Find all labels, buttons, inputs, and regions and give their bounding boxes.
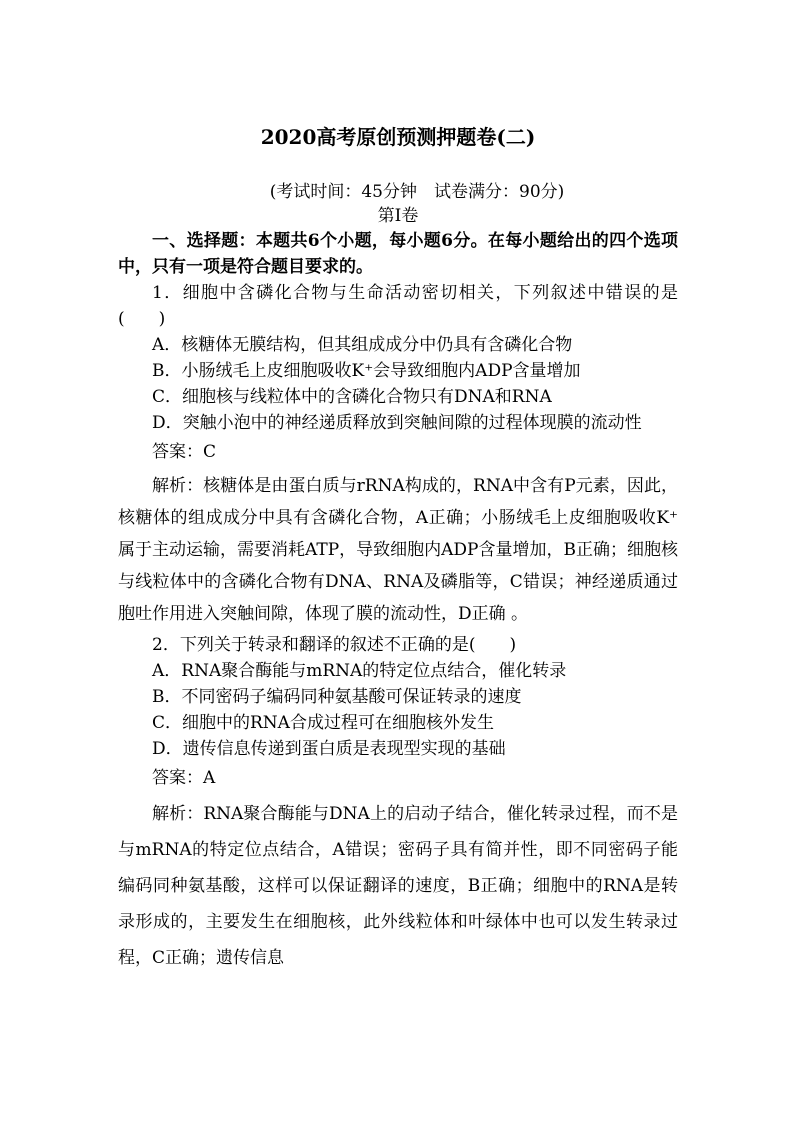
option-a: A．RNA聚合酶能与mRNA的特定位点结合，催化转录 — [152, 661, 567, 681]
explanation: 解析：核糖体是由蛋白质与rRNA构成的，RNA中含有P元素，因此，核糖体的组成成分中具有含磷化合物，A正确；小肠绒毛上皮细胞吸收K⁺属于主动运输，需要消耗ATP，导致细胞内ADP含量增加，B正确；细胞核与线粒体中的含磷化合物有DNA、RNA及磷脂等，C错误；神经递质通过胞吐作用进入突触间隙，体现了膜的流动性，D正确 。 — [118, 476, 678, 624]
explanation: 解析：RNA聚合酶能与DNA上的启动子结合，催化转录过程，而不是与mRNA的特定位点结合，A错误；密码子具有简并性，即不同密码子能编码同种氨基酸，这样可以保证翻译的速度，B正确；细胞中的RNA是转录形成的，主要发生在细胞核，此外线粒体和叶绿体中也可以发生转录过程，C正确；遗传信息 — [118, 804, 678, 968]
option-a: A．核糖体无膜结构，但其组成成分中仍具有含磷化合物 — [152, 335, 573, 355]
volume-heading: 第Ⅰ卷 — [377, 206, 419, 226]
question-stem: 2．下列关于转录和翻译的叙述不正确的是( ) — [152, 635, 517, 655]
page-content — [118, 118, 678, 976]
option-c: C．细胞中的RNA合成过程可在细胞核外发生 — [152, 713, 494, 733]
exam-info: (考试时间：45分钟 试卷满分：90分) — [269, 182, 565, 202]
section-heading: 一、选择题：本题共6个小题，每小题6分。在每小题给出的四个选项中，只有一项是符合题目要求的。 — [118, 231, 678, 277]
option-c: C．细胞核与线粒体中的含磷化合物只有DNA和RNA — [152, 387, 552, 407]
option-b: B．小肠绒毛上皮细胞吸收K⁺会导致细胞内ADP含量增加 — [152, 361, 581, 381]
option-d: D．遗传信息传递到蛋白质是表现型实现的基础 — [152, 739, 506, 759]
question-2 — [118, 632, 678, 976]
answer: 答案：C — [152, 442, 217, 462]
question-stem: 1．细胞中含磷化合物与生命活动密切相关，下列叙述中错误的是( ) — [118, 283, 678, 329]
question-1 — [118, 280, 678, 630]
answer: 答案：A — [152, 768, 216, 788]
option-b: B．不同密码子编码同种氨基酸可保证转录的速度 — [152, 687, 522, 707]
page-title: 2020高考原创预测押题卷(二) — [260, 125, 536, 149]
option-d: D．突触小泡中的神经递质释放到突触间隙的过程体现膜的流动性 — [152, 413, 642, 433]
